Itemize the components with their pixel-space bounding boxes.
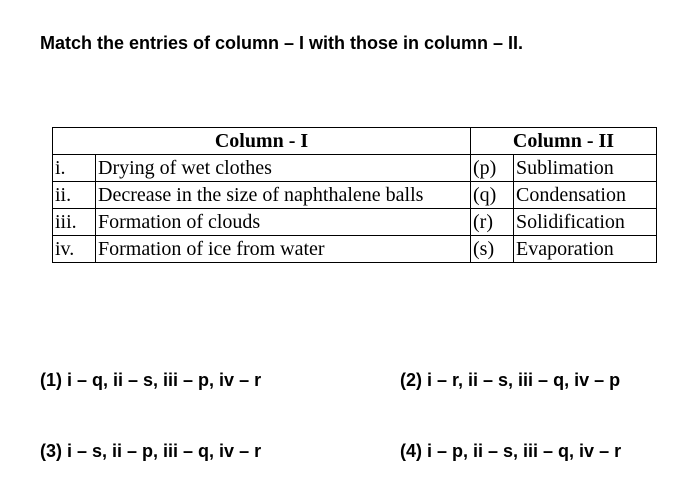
column-2-code: (q) xyxy=(471,182,514,209)
question-text: Match the entries of column – I with those in column – II. xyxy=(40,33,524,53)
row-number: i. xyxy=(53,155,96,182)
row-number: iii. xyxy=(53,209,96,236)
column-2-code: (r) xyxy=(471,209,514,236)
row-number: iv. xyxy=(53,236,96,263)
column-2-item: Evaporation xyxy=(514,236,657,263)
answer-option-1[interactable]: (1) i – q, ii – s, iii – p, iv – r xyxy=(40,370,262,390)
row-number: ii. xyxy=(53,182,96,209)
table-row xyxy=(53,182,657,209)
column-1-item: Decrease in the size of naphthalene balls xyxy=(96,182,471,209)
table-row xyxy=(53,236,657,263)
answer-option-4[interactable]: (4) i – p, ii – s, iii – q, iv – r xyxy=(400,441,622,461)
column-2-item: Condensation xyxy=(514,182,657,209)
column-2-code: (s) xyxy=(471,236,514,263)
column-1-item: Formation of ice from water xyxy=(96,236,471,263)
match-table xyxy=(52,127,657,263)
column-2-item: Solidification xyxy=(514,209,657,236)
answer-option-2[interactable]: (2) i – r, ii – s, iii – q, iv – p xyxy=(400,370,621,390)
table-row xyxy=(53,155,657,182)
column-1-item: Formation of clouds xyxy=(96,209,471,236)
table-header-row xyxy=(53,128,657,155)
column-2-item: Sublimation xyxy=(514,155,657,182)
column-2-code: (p) xyxy=(471,155,514,182)
column-2-header: Column - II xyxy=(471,128,657,155)
answer-option-3[interactable]: (3) i – s, ii – p, iii – q, iv – r xyxy=(40,441,262,461)
table-row xyxy=(53,209,657,236)
column-1-item: Drying of wet clothes xyxy=(96,155,471,182)
column-1-header: Column - I xyxy=(53,128,471,155)
